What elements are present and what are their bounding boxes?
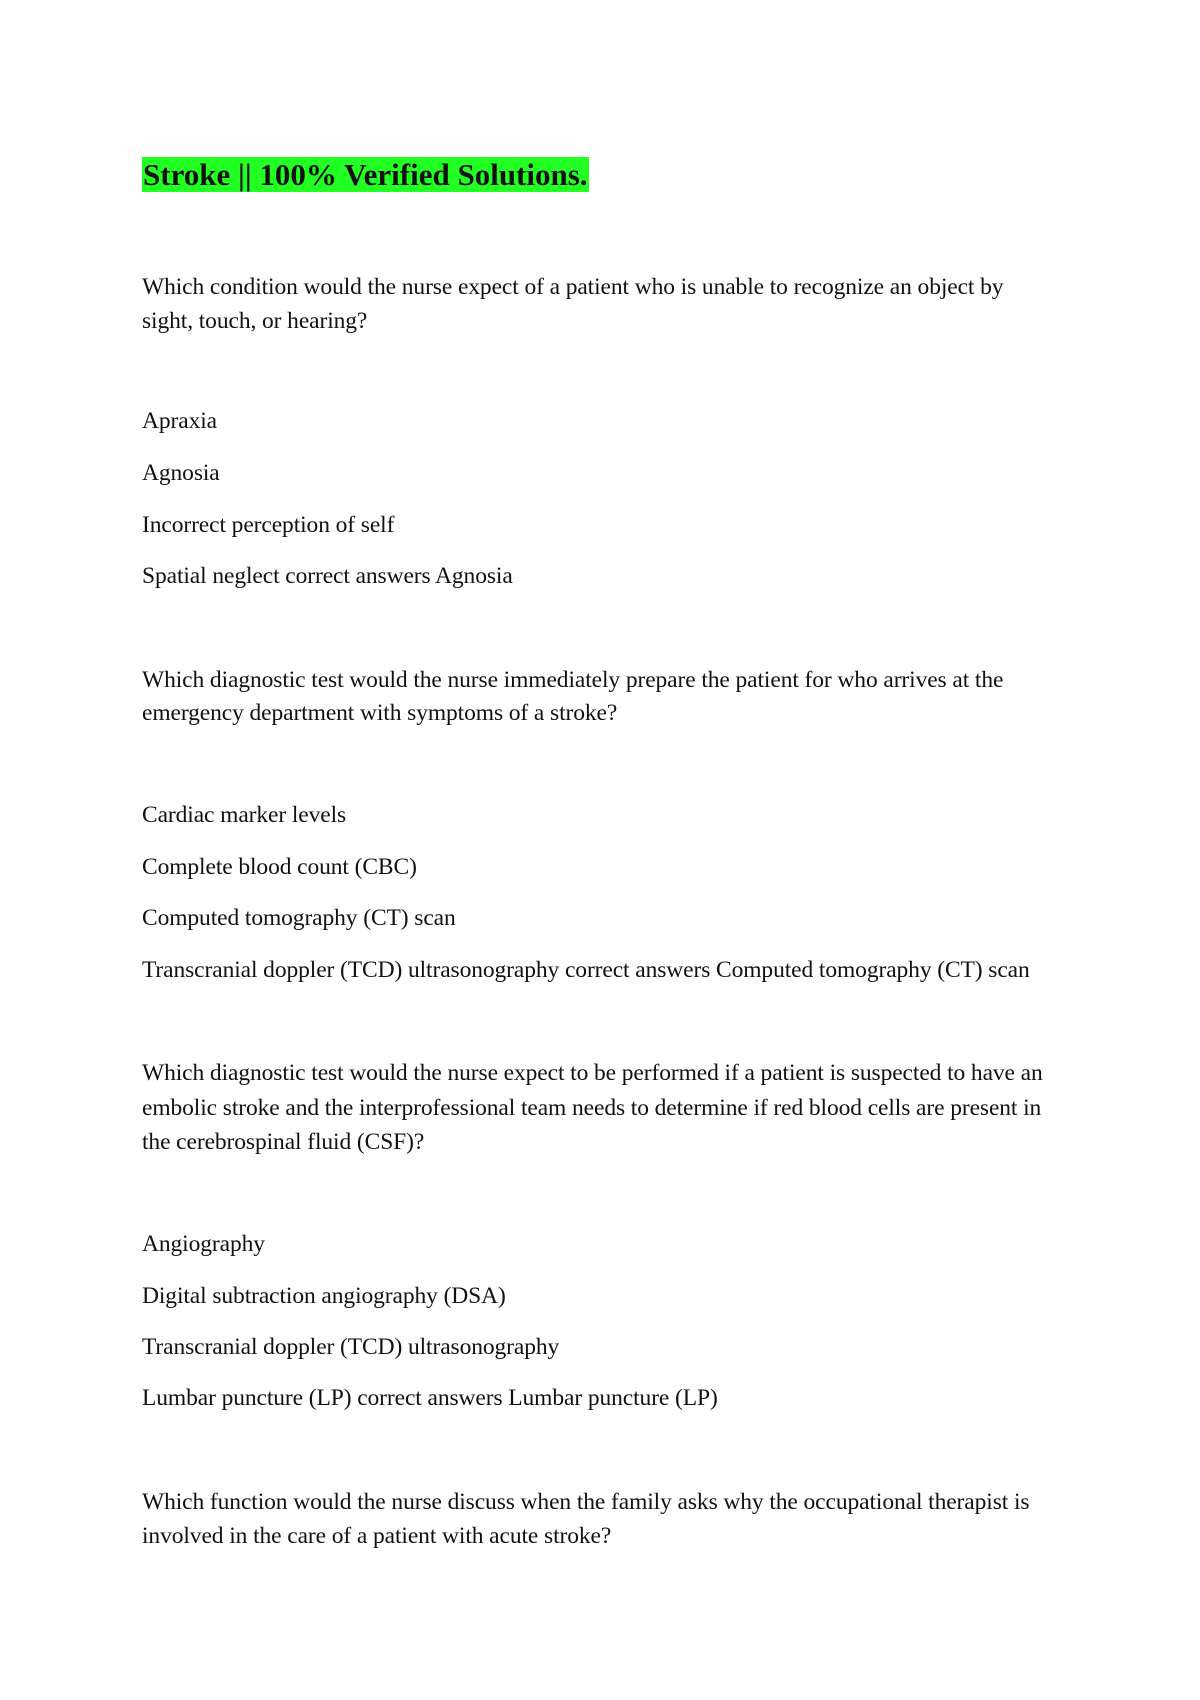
question-2-option-3: Computed tomography (CT) scan <box>142 905 456 931</box>
question-2-line-2: emergency department with symptoms of a stroke? <box>142 700 618 726</box>
question-3-line-2: embolic stroke and the interprofessional team needs to determine if red blood cells are present in <box>142 1095 1042 1121</box>
question-2-option-4: Transcranial doppler (TCD) ultrasonography correct answers Computed tomography (CT) scan <box>142 957 1030 983</box>
question-3-option-4: Lumbar puncture (LP) correct answers Lumbar puncture (LP) <box>142 1385 718 1411</box>
question-1-option-2: Agnosia <box>142 460 220 486</box>
question-1-line-1: Which condition would the nurse expect of a patient who is unable to recognize an object by <box>142 274 1004 300</box>
question-4-line-2: involved in the care of a patient with acute stroke? <box>142 1523 612 1549</box>
question-1-option-1: Apraxia <box>142 408 217 434</box>
question-2-option-1: Cardiac marker levels <box>142 802 347 828</box>
question-1-option-4: Spatial neglect correct answers Agnosia <box>142 563 513 589</box>
question-3-option-3: Transcranial doppler (TCD) ultrasonography <box>142 1334 560 1360</box>
title-highlight: Stroke || 100% Verified Solutions. <box>143 157 588 192</box>
question-3-line-3: the cerebrospinal fluid (CSF)? <box>142 1129 425 1155</box>
document-title <box>142 156 589 194</box>
question-2-option-2: Complete blood count (CBC) <box>142 854 417 880</box>
question-3-line-1: Which diagnostic test would the nurse expect to be performed if a patient is suspected to have an <box>142 1060 1043 1086</box>
question-1-option-3: Incorrect perception of self <box>142 512 395 538</box>
question-3-option-1: Angiography <box>142 1231 265 1257</box>
question-1-line-2: sight, touch, or hearing? <box>142 308 368 334</box>
question-2-line-1: Which diagnostic test would the nurse immediately prepare the patient for who arrives at the <box>142 667 1004 693</box>
question-3-option-2: Digital subtraction angiography (DSA) <box>142 1283 506 1309</box>
question-4-line-1: Which function would the nurse discuss when the family asks why the occupational therapist is <box>142 1489 1030 1515</box>
